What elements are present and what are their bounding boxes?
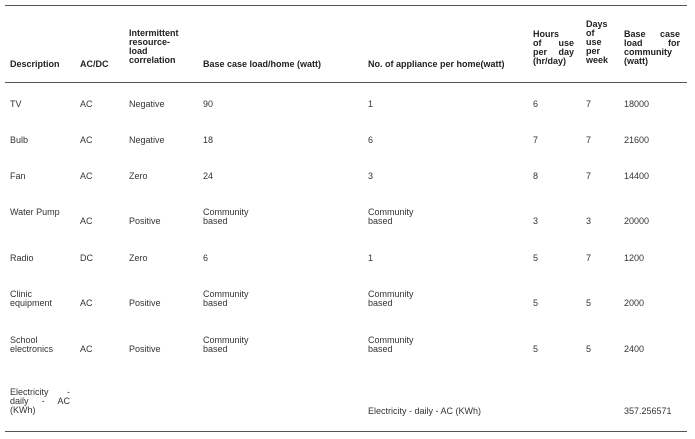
cell-base-load: Community based [203, 335, 249, 354]
cell-num-appliance: Community based [368, 335, 414, 354]
cell-num-appliance: 3 [368, 171, 374, 181]
cell-hours: 6 [533, 99, 539, 109]
cell-base-load: Community based [203, 207, 249, 226]
cell-base-load: 18 [203, 135, 214, 145]
appliance-load-table [5, 5, 687, 433]
cell-days: 7 [586, 135, 592, 145]
cell-community-load: 20000 [624, 216, 650, 226]
total-description: Electricity - daily - AC (KWh) [10, 387, 70, 415]
table-bottom-rule [5, 431, 687, 432]
cell-description: Fan [10, 171, 26, 181]
cell-days: 5 [586, 298, 592, 308]
cell-correlation: Positive [129, 216, 161, 226]
cell-description: Radio [10, 253, 34, 263]
cell-hours: 8 [533, 171, 539, 181]
cell-correlation: Negative [129, 135, 165, 145]
cell-community-load: 14400 [624, 171, 650, 181]
header-base-load: Base case load/home (watt) [203, 59, 322, 69]
table-header-rule [5, 82, 687, 83]
cell-description: Clinic equipment [10, 289, 53, 308]
cell-acdc: AC [80, 99, 93, 109]
cell-base-load: Community based [203, 289, 249, 308]
cell-community-load: 1200 [624, 253, 645, 263]
header-num-appliance: No. of appliance per home(watt) [368, 59, 505, 69]
cell-days: 7 [586, 253, 592, 263]
cell-description: Bulb [10, 135, 29, 145]
cell-community-load: 2000 [624, 298, 645, 308]
header-correlation: Intermittent resource- load correlation [129, 28, 179, 65]
cell-correlation: Zero [129, 253, 148, 263]
cell-base-load: 24 [203, 171, 214, 181]
cell-hours: 3 [533, 216, 539, 226]
cell-acdc: AC [80, 216, 93, 226]
cell-acdc: AC [80, 171, 93, 181]
cell-hours: 5 [533, 298, 539, 308]
cell-days: 3 [586, 216, 592, 226]
header-acdc: AC/DC [80, 59, 109, 69]
cell-hours: 5 [533, 344, 539, 354]
cell-description: TV [10, 99, 22, 109]
cell-correlation: Negative [129, 99, 165, 109]
cell-num-appliance: Community based [368, 289, 414, 308]
cell-correlation: Positive [129, 344, 161, 354]
total-num-appliance: Electricity - daily - AC (KWh) [368, 406, 482, 416]
cell-community-load: 2400 [624, 344, 645, 354]
cell-num-appliance: 1 [368, 253, 374, 263]
cell-num-appliance: Community based [368, 207, 414, 226]
cell-description: Water Pump [10, 207, 60, 217]
cell-base-load: 90 [203, 99, 214, 109]
header-hours: Hours of use per day (hr/day) [533, 29, 574, 66]
cell-days: 7 [586, 171, 592, 181]
cell-acdc: AC [80, 135, 93, 145]
cell-description: School electronics [10, 335, 54, 354]
header-description: Description [10, 59, 60, 69]
cell-community-load: 21600 [624, 135, 650, 145]
table-top-rule [5, 5, 687, 6]
cell-base-load: 6 [203, 253, 209, 263]
cell-correlation: Positive [129, 298, 161, 308]
cell-hours: 7 [533, 135, 539, 145]
cell-days: 5 [586, 344, 592, 354]
header-days: Days of use per week [586, 19, 609, 65]
cell-num-appliance: 1 [368, 99, 374, 109]
cell-acdc: AC [80, 344, 93, 354]
header-community-load: Base case load for community (watt) [624, 29, 680, 66]
cell-days: 7 [586, 99, 592, 109]
cell-acdc: DC [80, 253, 93, 263]
cell-correlation: Zero [129, 171, 148, 181]
total-community-load: 357.256571 [624, 406, 672, 416]
cell-community-load: 18000 [624, 99, 650, 109]
cell-hours: 5 [533, 253, 539, 263]
cell-acdc: AC [80, 298, 93, 308]
cell-num-appliance: 6 [368, 135, 374, 145]
